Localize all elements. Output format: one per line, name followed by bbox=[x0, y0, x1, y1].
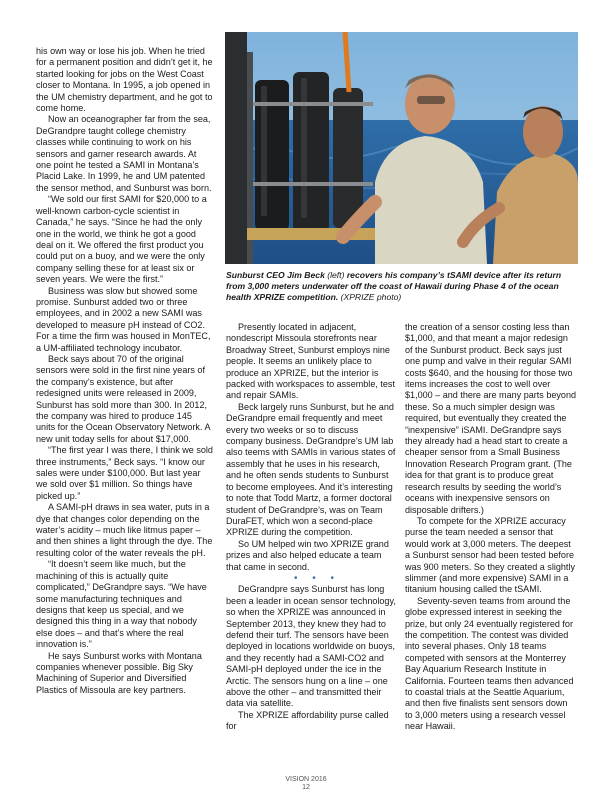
caption-left-note: (left) bbox=[324, 270, 347, 280]
section-separator: • • • bbox=[293, 572, 341, 584]
paragraph: “The first year I was there, I think we sold three instruments,” Beck says. “I know our sales were under $100,000. But last year we sold over $1 million. So things have picked up.” bbox=[36, 445, 213, 501]
paragraph: Seventy-seven teams from around the globe expressed interest in seeking the prize, but only 24 eventually registered for the competition. The contest was divided into several phases. Only 18 teams competed with sensors at the Monterrey Bay Aquarium Research Institute in California. Fourteen teams then advanced to coastal trials at the Seattle Aquarium, and then five finalists sent sensors down to 3,000 meters using a research vessel near Hawaii. bbox=[405, 595, 574, 732]
paragraph: the creation of a sensor costing less than $1,000, and that meant a major redesign of the Sunburst product. Beck says just one pump and valve in their regular SAMI costs $640, and the housing for those two items increases the cost to well over $1,000 – and there are many parts beyond these. So a much simpler design was required, but eventually they created the “inexpensive” iSAMI. DeGrandpre says they already had a head start to create a cheaper sensor from a Small Business Innovation Research Program grant. (The idea for that grant is to produce great research results by seeding the world’s oceans with inexpensive sensors on disposable drifters.) bbox=[405, 322, 577, 515]
paragraph: Now an oceanographer far from the sea, DeGrandpre taught college chemistry classes while continuing to work on his sensors and garner research awards. At one point he tested a SAMI in Montana’s Placid Lake. In 1999, he and UM patented the sensor method, and Sunburst was born. bbox=[36, 114, 212, 193]
ship-frame bbox=[225, 32, 247, 264]
photo-illustration bbox=[225, 32, 578, 264]
paragraph: To compete for the XPRIZE accuracy purse the team needed a sensor that would work at 3,000 meters. The deepest a Sunburst sensor had been tested before was 900 meters. So they created a slightly slimmer (and more expensive) SAMI in a titanium housing called the tSAMI. bbox=[405, 515, 575, 595]
paragraph: “It doesn’t seem like much, but the machining of this is actually quite complicated,” DeGrandpre says. “We have some manufacturing techniques and designs that keep us special, and we designed this thing in a way that nobody else does – and that’s where the real innovation is.” bbox=[36, 559, 207, 650]
page-number: 12 bbox=[302, 784, 310, 791]
paragraph: “We sold our first SAMI for $20,000 to a well-known carbon-cycle scientist in Canada,” he says. “Since he had the only one in the world, we think he got a good deal on it. We offered the first product you could put on a buoy, and we were the only company selling these for at least six or seven years. We were the first.” bbox=[36, 194, 207, 285]
paragraph: So UM helped win two XPRIZE grand prizes and also helped educate a team that came in second. bbox=[226, 538, 389, 572]
article-photo bbox=[225, 32, 578, 264]
article-column-3 bbox=[405, 322, 577, 733]
paragraph: DeGrandpre says Sunburst has long been a leader in ocean sensor technology, so when the XPRIZE was announced in September 2013, they knew they had to defend their turf. The sensors have been deployed in locations worldwide on buoys, and they recently had a SAMI-CO2 and SAMI-pH deployed under the ice in the Arctic. The sensors hung on a line – one above the other – and transmitted their data via satellite. bbox=[226, 584, 396, 709]
paragraph: his own way or lose his job. When he tried for a permanent position and didn’t get it, he started looking for jobs on the West Coast closer to Montana. In 1995, a job opened in the UM chemistry department, and he got to come home. bbox=[36, 46, 213, 114]
paragraph: A SAMI-pH draws in sea water, puts in a dye that changes color depending on the water’s acidity – much like litmus paper – and then shines a light through the dye. The resulting color of the water reveals the pH. bbox=[36, 502, 213, 558]
paragraph: Presently located in adjacent, nondescript Missoula storefronts near Broadway Street, Sunburst employs nine people. It seems an unlikely place to produce an XPRIZE, but the interior is packed with workspaces to assemble, test and repair SAMIs. bbox=[226, 322, 395, 401]
paragraph: Beck says about 70 of the original sensors were sold in the first nine years of the company’s existence, but after redesigned units were released in 2009, Sunburst has sold more than 300. In 2012, the company was hired to produce 145 units for the Ocean Observatory Network. A new unit today sells for about $17,000. bbox=[36, 353, 210, 444]
article-column-1 bbox=[36, 46, 213, 696]
publication-name: VISION 2016 bbox=[285, 776, 327, 783]
paragraph: Beck largely runs Sunburst, but he and DeGrandpre email frequently and meet every two weeks or so to discuss company business. DeGrandpre’s UM lab also teems with SAMIs in various states of assembly that he uses in his research, and he often sends students to Sunburst to become employees. And it’s interesting to note that Todd Martz, a former doctoral student of DeGrandpre’s, was on Team DuraFET, which won a second-place XPRIZE during the competition. bbox=[226, 401, 396, 538]
caption-text: recovers his company’s tSAMI device after its return from 3,000 meters underwater off the coast of Hawaii during Phase 4 of the ocean health XPRIZE competition. bbox=[226, 270, 562, 302]
caption-credit: (XPRIZE photo) bbox=[338, 292, 402, 302]
caption-subject: Sunburst CEO Jim Beck bbox=[226, 270, 325, 280]
article-column-2 bbox=[226, 322, 396, 733]
paragraph: The XPRIZE affordability purse called for bbox=[226, 709, 389, 732]
page-footer bbox=[0, 776, 612, 792]
photo-caption bbox=[226, 270, 578, 303]
paragraph: Business was slow but showed some promise. Sunburst added two or three employees, and in 2002 a new SAMI was developed to measure pH instead of CO2. For a time the firm was housed in MonTEC, a UM-affiliated technology incubator. bbox=[36, 285, 211, 353]
paragraph: He says Sunburst works with Montana companies whenever possible. Big Sky Machining of Superior and Diversified Plastics of Missoula are key partners. bbox=[36, 650, 202, 695]
